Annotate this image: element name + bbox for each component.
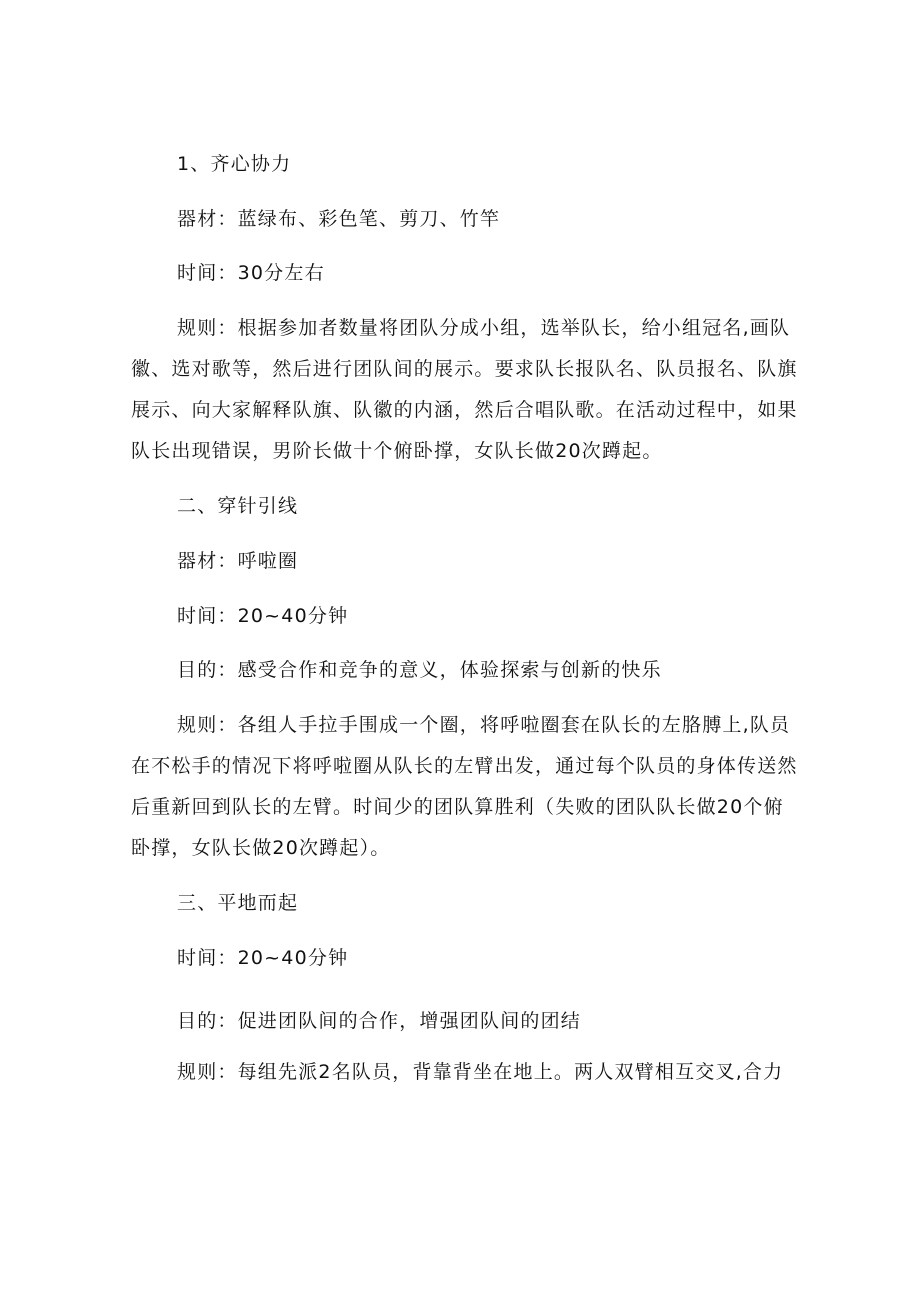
section-2-time: 时间：20~40分钟: [177, 605, 349, 627]
rules-line: 队长出现错误，男阶长做十个俯卧撑，女队长做20次蹲起。: [131, 440, 663, 462]
section-3-rules: 规则：每组先派2名队员，背靠背坐在地上。两人双臂相互交叉,合力: [177, 1061, 784, 1083]
rules-line: 在不松手的情况下将呼啦圈从队长的左臂出发，通过每个队员的身体传送然: [131, 755, 798, 777]
rules-line: 徽、选对歌等，然后进行团队间的展示。要求队长报队名、队员报名、队旗: [131, 358, 798, 380]
rules-line: 规则：根据参加者数量将团队分成小组，选举队长，给小组冠名,画队: [177, 317, 791, 339]
section-2-rules: [131, 705, 798, 869]
section-3-purpose: 目的：促进团队间的合作，增强团队间的团结: [177, 1010, 582, 1032]
section-3-time: 时间：20~40分钟: [177, 947, 349, 969]
section-3-title: 三、平地而起: [177, 892, 299, 914]
rules-line: 规则：各组人手拉手围成一个圈，将呼啦圈套在队长的左胳膊上,队员: [177, 714, 791, 736]
rules-line: 卧撑，女队长做20次蹲起）。: [131, 837, 391, 859]
section-2-title: 二、穿针引线: [177, 495, 299, 517]
section-1-time: 时间：30分左右: [177, 262, 325, 284]
rules-line: 展示、向大家解释队旗、队徽的内涵，然后合唱队歌。在活动过程中，如果: [131, 399, 798, 421]
section-1-title: 1、齐心协力: [177, 153, 292, 175]
section-1-rules: [131, 308, 798, 472]
section-1-equipment: 器材：蓝绿布、彩色笔、剪刀、竹竿: [177, 208, 501, 230]
section-2-equipment: 器材：呼啦圈: [177, 550, 299, 572]
rules-line: 后重新回到队长的左臂。时间少的团队算胜利（失败的团队队长做20个俯: [131, 796, 784, 818]
section-2-purpose: 目的：感受合作和竞争的意义，体验探索与创新的快乐: [177, 659, 662, 681]
